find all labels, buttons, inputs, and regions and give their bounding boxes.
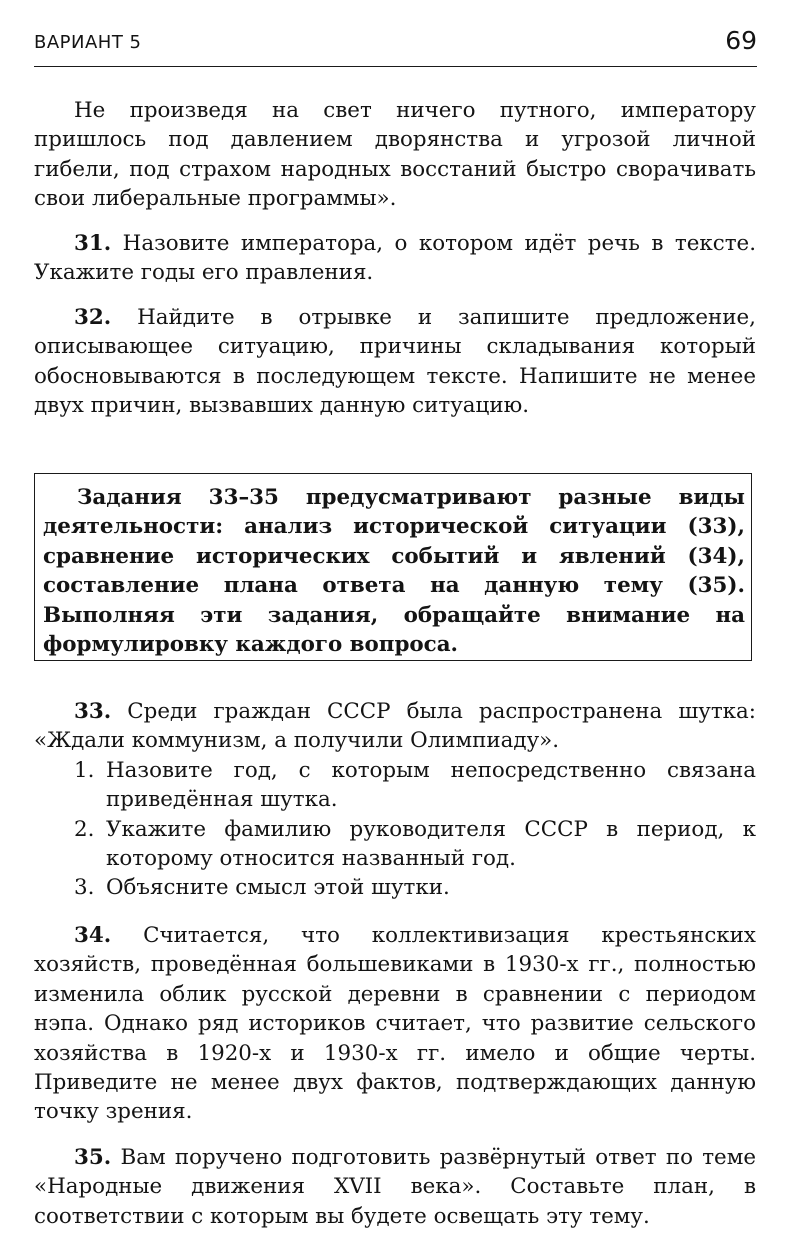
question-34	[34, 921, 756, 1127]
subtask-item	[34, 815, 756, 874]
page-header	[34, 28, 757, 67]
question-32	[34, 303, 756, 421]
subtask-marker: 3.	[74, 875, 95, 901]
notice-text: Задания 33–35 предусматривают разные виды деятельности: анализ исторической ситуации (33), сравнение исторических событий и явлений (34), составление плана ответа на данную тему (35). Выполняя эти задания, обращайте внимание на формулировку каждого вопроса.	[43, 485, 745, 658]
subtask-text: Назовите год, с которым непосредственно связана приведённая шутка.	[106, 757, 756, 813]
quote-text: Не произведя на свет ничего путного, императору пришлось под давлением дворянства и угрозой личной гибели, под страхом народных восстаний быстро сворачивать свои либеральные программы».	[34, 98, 756, 212]
question-text: Назовите императора, о котором идёт речь в тексте. Укажите годы его правления.	[34, 231, 756, 286]
question-number: 33.	[74, 699, 112, 724]
subtask-text: Укажите фамилию руководителя СССР в период, к которому относится названный год.	[106, 816, 756, 872]
question-text: Среди граждан СССР была распространена шутка: «Ждали коммунизм, а получили Олимпиаду».	[34, 699, 756, 754]
question-31	[34, 229, 756, 288]
question-text: Найдите в отрывке и запишите предложение, описывающее ситуацию, причины складывания который обосновываются в последующем тексте. Напишите не менее двух причин, вызвавших данную ситуацию.	[34, 305, 756, 419]
subtask-item	[34, 873, 756, 902]
notice-box	[34, 473, 752, 661]
subtask-text: Объясните смысл этой шутки.	[106, 875, 450, 901]
variant-title: ВАРИАНТ 5	[34, 32, 142, 53]
subtask-marker: 1.	[74, 757, 95, 783]
subtask-list	[34, 756, 756, 903]
question-text: Считается, что коллективизация крестьянских хозяйств, проведённая большевиками в 1930-х гг., полностью изменила облик русской деревни в сравнении с периодом нэпа. Однако ряд историков считает, что развитие сельского хозяйства в 1920-х и 1930-х гг. имело и общие черты. Приведите не менее двух фактов, подтверждающих данную точку зрения.	[34, 923, 756, 1125]
subtask-item	[34, 756, 756, 815]
quote-continuation	[34, 96, 756, 214]
page-number: 69	[725, 26, 757, 55]
question-33	[34, 697, 756, 903]
question-number: 32.	[74, 305, 112, 330]
subtask-marker: 2.	[74, 816, 95, 842]
question-number: 35.	[74, 1145, 112, 1170]
question-number: 31.	[74, 231, 112, 256]
question-text: Вам поручено подготовить развёрнутый ответ по теме «Народные движения XVII века». Составьте план, в соответствии с которым вы будете освещать эту тему.	[34, 1145, 756, 1229]
question-35	[34, 1143, 756, 1231]
question-number: 34.	[74, 923, 112, 948]
